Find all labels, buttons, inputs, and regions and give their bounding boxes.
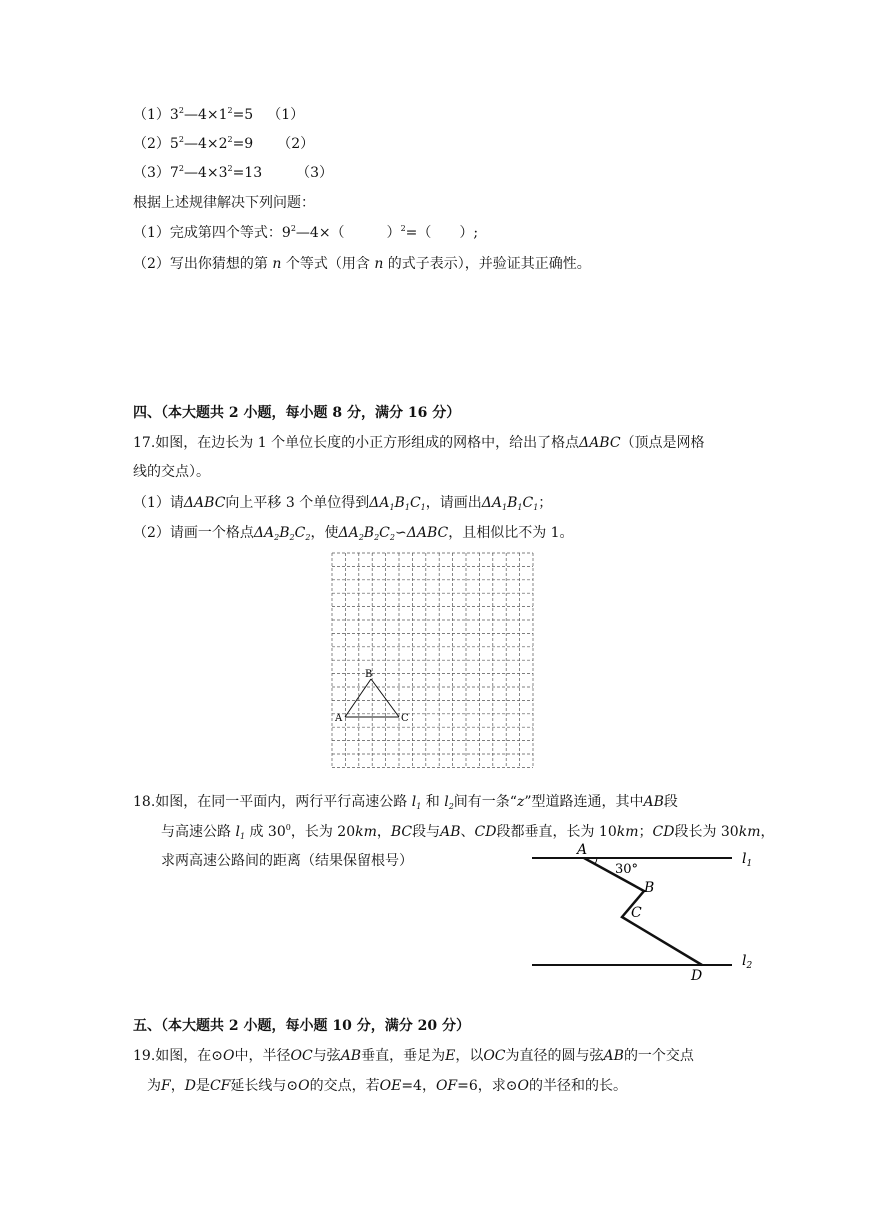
segment-label: CF xyxy=(209,1078,231,1094)
label-text: l xyxy=(742,851,747,867)
z-road xyxy=(584,858,702,965)
segment-bc xyxy=(371,679,399,717)
text-run: ，请画出 xyxy=(425,495,482,511)
eq-term: =9 xyxy=(232,136,254,152)
text-run: 是 xyxy=(195,1078,210,1094)
text-run: —4×（ ） xyxy=(295,225,401,241)
exponent: 2 xyxy=(227,106,233,115)
unit: km xyxy=(616,824,639,840)
text-run: 中，半径 xyxy=(234,1048,291,1064)
label-subscript: 1 xyxy=(746,859,753,869)
text-run: 段 xyxy=(663,794,678,810)
text-run: l xyxy=(411,794,417,810)
exponent: 2 xyxy=(227,135,233,144)
text-run: 向上平移 3 个单位得到 xyxy=(225,495,370,511)
text-run: 段都垂直，长为 10 xyxy=(496,824,617,840)
segment-ab xyxy=(345,679,371,717)
text-run: 成 30 xyxy=(249,824,286,840)
exponent: 2 xyxy=(290,224,296,233)
eq-tag: （2） xyxy=(277,136,315,152)
point-label: D xyxy=(184,1078,196,1094)
text-run: 与弦 xyxy=(312,1048,341,1064)
eq-term: —4×3 xyxy=(183,165,228,181)
text-run: ； xyxy=(638,824,653,840)
highway-figure xyxy=(525,838,770,988)
similar-symbol: ∽ xyxy=(394,525,407,541)
section-4-heading: 四、（本大题共 2 小题，每小题 8 分，满分 16 分） xyxy=(133,405,461,421)
highway-l1-label xyxy=(742,851,752,869)
eq-term: 7 xyxy=(169,165,179,181)
eq-tag: （3） xyxy=(296,165,334,181)
text-run: ，长为 20 xyxy=(290,824,356,840)
text-run: ”型道路连通，其中 xyxy=(524,794,644,810)
highway-l2-label xyxy=(742,953,752,971)
exponent: 2 xyxy=(178,135,184,144)
text-run: ，且相似比不为 1。 xyxy=(448,525,574,541)
subscript: 2 xyxy=(448,802,454,811)
text-run: 与高速公路 xyxy=(161,824,231,840)
equation-2 xyxy=(133,134,314,154)
unit: km xyxy=(738,824,761,840)
eq-term: —4×2 xyxy=(183,136,228,152)
exponent: 2 xyxy=(400,224,406,233)
triangle-label: ΔABC xyxy=(183,495,226,511)
q19-line-2 xyxy=(147,1076,627,1096)
text-run: =6，求⊙ xyxy=(457,1078,518,1094)
angle-label: 30° xyxy=(615,862,639,877)
eq-term: —4×1 xyxy=(183,107,228,123)
equation-1 xyxy=(133,105,304,125)
exponent: 2 xyxy=(178,106,184,115)
segment-label: AB xyxy=(643,794,664,810)
var-n: n xyxy=(272,256,282,272)
text-run: （2）写出你猜想的第 xyxy=(133,256,268,272)
text-run: 段与 xyxy=(412,824,441,840)
point-a-label: A xyxy=(577,842,588,858)
exponent: 2 xyxy=(227,164,233,173)
q18-line-3: 求两高速公路间的距离（结果保留根号） xyxy=(161,853,413,869)
equation-3 xyxy=(133,163,333,183)
q19-line-1 xyxy=(133,1046,694,1066)
pattern-intro: 根据上述规律解决下列问题： xyxy=(133,195,315,211)
segment-label: OC xyxy=(483,1048,506,1064)
triangle-a1b1c1: $\Delta A_1B_1C_1$ xyxy=(481,495,539,512)
text-run: 和 xyxy=(425,794,440,810)
triangle-a1b1c1: $\Delta A_1B_1C_1$ xyxy=(369,495,426,512)
grid-figure xyxy=(328,550,543,770)
text-run: 个等式（用含 xyxy=(285,256,370,272)
superscript: 0 xyxy=(285,823,291,832)
segment-label: CD xyxy=(652,824,675,840)
text-run: 17.如图，在边长为 1 个单位长度的小正方形组成的网格中，给出了格点 xyxy=(133,435,580,451)
segment-label: OE xyxy=(379,1078,402,1094)
segment-label: OF xyxy=(435,1078,458,1094)
text-run: 18.如图，在同一平面内，两行平行高速公路 xyxy=(133,794,408,810)
q17-sub-1 xyxy=(133,493,552,513)
vertex-b-label: B xyxy=(365,669,373,680)
text-run: =4， xyxy=(401,1078,436,1094)
text-run: （2）请画一个格点 xyxy=(133,525,254,541)
eq-number: （3） xyxy=(133,165,170,181)
text-run: （1）请 xyxy=(133,495,184,511)
text-run: （顶点是网格 xyxy=(620,435,705,451)
q17-line-2: 线的交点）。 xyxy=(133,464,210,480)
road-l1 xyxy=(235,824,245,840)
subscript: 1 xyxy=(239,832,246,841)
eq-term: =5 xyxy=(232,107,254,123)
text-run: ； xyxy=(538,495,553,511)
road-l1 xyxy=(412,794,422,810)
text-run: 为 xyxy=(147,1078,161,1094)
point-label: F xyxy=(161,1078,171,1094)
text-run: 为直径的圆与弦 xyxy=(505,1048,604,1064)
point-label: E xyxy=(445,1048,456,1064)
segment-label: AB xyxy=(440,824,461,840)
text-run: 延长线与⊙ xyxy=(230,1078,299,1094)
text-run: ，使 xyxy=(310,525,339,541)
segment-label: BC xyxy=(390,824,413,840)
unit: km xyxy=(355,824,377,840)
text-run: ， xyxy=(376,824,391,840)
var-o: O xyxy=(223,1048,235,1064)
point-c-label: C xyxy=(631,905,642,921)
triangle-label: ΔABC xyxy=(406,525,449,541)
text-run: 的式子表示），并验证其正确性。 xyxy=(387,256,591,272)
subscript: 1 xyxy=(416,802,422,811)
road-l2 xyxy=(444,794,454,810)
pattern-question-2 xyxy=(133,254,591,274)
label-subscript: 2 xyxy=(746,961,753,971)
text-run: =（ ）; xyxy=(405,225,479,241)
point-b-label: B xyxy=(644,880,655,896)
text-run: 段长为 30 xyxy=(674,824,739,840)
eq-number: （1） xyxy=(133,107,170,123)
triangle-a2b2c2: $\Delta A_2B_2C_2$ xyxy=(253,525,311,542)
triangle-a2b2c2: $\Delta A_2B_2C_2$ xyxy=(338,525,395,542)
vertex-c-label: C xyxy=(401,713,409,724)
segment-label: AB xyxy=(340,1048,362,1064)
text-run: ， xyxy=(760,824,775,840)
text-run: z xyxy=(516,794,525,810)
pattern-question-1 xyxy=(133,223,478,243)
text-run: （1）完成第四个等式：9 xyxy=(133,225,291,241)
eq-tag: （1） xyxy=(267,107,305,123)
segment-label: AB xyxy=(603,1048,624,1064)
q17-sub-2 xyxy=(133,523,574,543)
label-text: l xyxy=(742,953,747,969)
text-run: 、 xyxy=(460,824,475,840)
exponent: 2 xyxy=(178,164,184,173)
q18-line-1 xyxy=(133,792,678,812)
eq-term: 3 xyxy=(169,107,179,123)
segment-label: CD xyxy=(474,824,497,840)
text-run: l xyxy=(444,794,449,810)
var-n: n xyxy=(374,256,384,272)
segment-label: OC xyxy=(290,1048,313,1064)
eq-number: （2） xyxy=(133,136,170,152)
grid-lines xyxy=(332,553,533,767)
eq-term: 5 xyxy=(169,136,179,152)
text-run: ，以 xyxy=(455,1048,484,1064)
text-run: 的交点，若 xyxy=(309,1078,380,1094)
var-o: O xyxy=(517,1078,530,1094)
text-run: 间有一条“ xyxy=(453,794,517,810)
point-d-label: D xyxy=(691,968,703,984)
text-run: l xyxy=(235,824,240,840)
text-run: 的长。 xyxy=(585,1078,628,1094)
eq-term: =13 xyxy=(232,165,263,181)
text-run: 垂直，垂足为 xyxy=(361,1048,446,1064)
text-run: ， xyxy=(170,1078,185,1094)
triangle-label: ΔABC xyxy=(579,435,621,451)
text-run: 的半径和 xyxy=(529,1078,586,1094)
section-5-heading: 五、（本大题共 2 小题，每小题 10 分，满分 20 分） xyxy=(133,1018,470,1034)
vertex-a-label: A xyxy=(335,713,343,724)
q17-line-1 xyxy=(133,433,705,453)
var-o: O xyxy=(298,1078,310,1094)
text-run: 的一个交点 xyxy=(623,1048,694,1064)
text-run: 19.如图，在⊙ xyxy=(133,1048,223,1064)
